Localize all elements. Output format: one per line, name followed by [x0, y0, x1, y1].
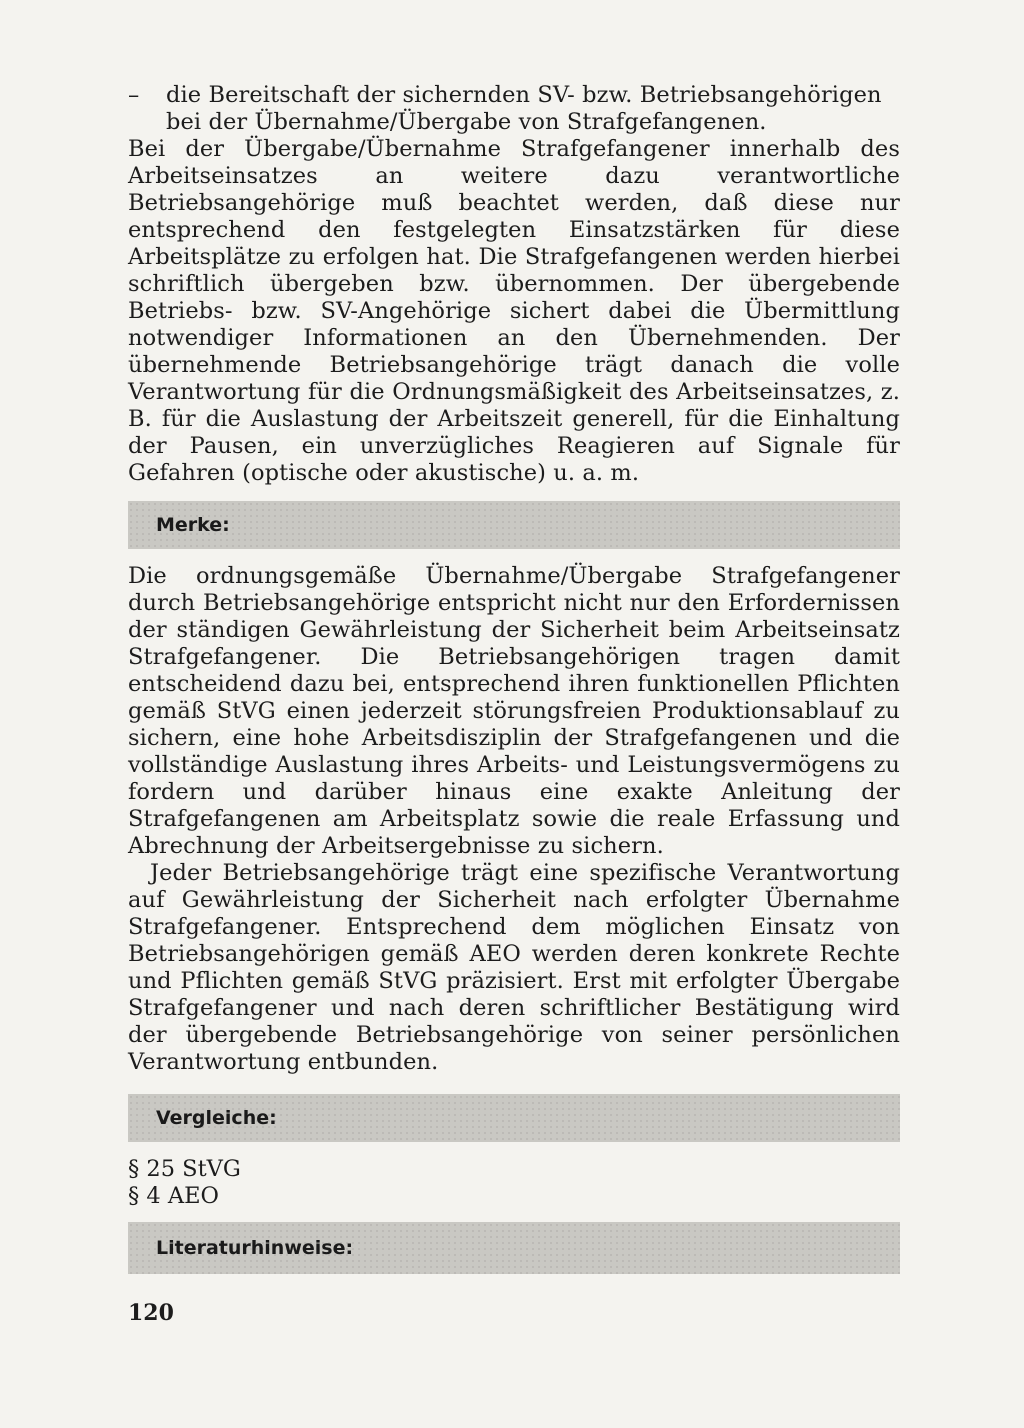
page-number: 120 [128, 1300, 174, 1326]
bullet-text: die Bereitschaft der sichernden SV- bzw. Betriebsangehörigen bei der Übernahme/Übergabe von Strafgefangenen. [166, 82, 882, 135]
literatur-heading: Literaturhinweise: [156, 1237, 354, 1259]
vergleiche-heading: Vergleiche: [156, 1107, 277, 1129]
merke-paragraph-2: Jeder Betriebsangehörige trägt eine spezifische Verantwortung auf Gewährleistung der Sicherheit nach erfolgter Übernahme Strafgefangener. Entsprechend dem möglichen Einsatz von Betriebsangehörigen gemäß AEO werden deren konkrete Rechte und Pflichten gemäß StVG präzisiert. Erst mit erfolgter Übergabe Strafgefangener und nach deren schriftlicher Bestätigung wird der übergebende Betriebsangehörige von seiner persönlichen Verantwortung entbunden. [128, 860, 900, 1075]
merke-heading: Merke: [156, 514, 230, 536]
vergleiche-heading-bar [128, 1094, 900, 1142]
literatur-heading-bar [128, 1222, 900, 1274]
reference-item: § 25 StVG [128, 1156, 241, 1182]
body-paragraph-1: Bei der Übergabe/Übernahme Strafgefangener innerhalb des Arbeitseinsatzes an weitere dazu verantwortliche Betriebsangehörige muß beachtet werden, daß diese nur entsprechend den festgelegten Einsatzstärken für diese Arbeitsplätze zu erfolgen hat. Die Strafgefangenen werden hierbei schriftlich übergeben bzw. übernommen. Der übergebende Betriebs- bzw. SV-Angehörige sichert dabei die Übermittlung notwendiger Informationen an den Übernehmenden. Der übernehmende Betriebsangehörige trägt danach die volle Verantwortung für die Ordnungsmäßigkeit des Arbeitseinsatzes, z. B. für die Auslastung der Arbeitszeit generell, für die Einhaltung der Pausen, ein unverzügliches Reagieren auf Signale für Gefahren (optische oder akustische) u. a. m. [128, 136, 900, 486]
reference-item: § 4 AEO [128, 1183, 219, 1209]
dash-marker: – [128, 82, 140, 108]
merke-heading-bar [128, 501, 900, 549]
reference-list [128, 1156, 900, 1210]
page-content [128, 82, 900, 1274]
merke-paragraph-1: Die ordnungsgemäße Übernahme/Übergabe Strafgefangener durch Betriebsangehörige entspricht nicht nur den Erfordernissen der ständigen Gewährleistung der Sicherheit beim Arbeitseinsatz Strafgefangener. Die Betriebsangehörigen tragen damit entscheidend dazu bei, entsprechend ihren funktionellen Pflichten gemäß StVG einen jederzeit störungsfreien Produktionsablauf zu sichern, eine hohe Arbeitsdisziplin der Strafgefangenen und die vollständige Auslastung ihres Arbeits- und Leistungsvermögens zu fordern und darüber hinaus eine exakte Anleitung der Strafgefangenen am Arbeitsplatz sowie die reale Erfassung und Abrechnung der Arbeitsergebnisse zu sichern. [128, 563, 900, 859]
bullet-item [128, 82, 900, 136]
